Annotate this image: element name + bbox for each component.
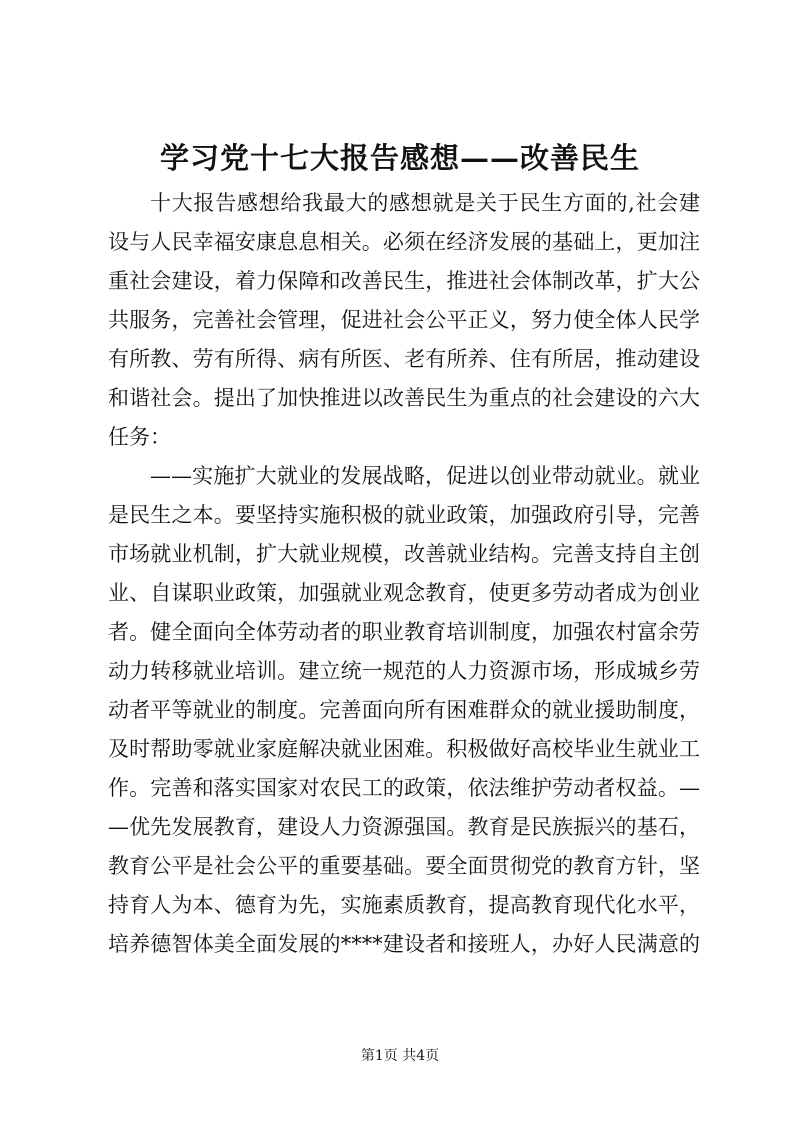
paragraph-line: 十大报告感想给我最大的感想就是关于民生方面的,社会建 <box>150 191 700 215</box>
document-title: 学习党十七大报告感想——改善民生 <box>159 141 640 175</box>
paragraph-line: 教育公平是社会公平的重要基础。要全面贯彻党的教育方针，坚 <box>108 854 700 878</box>
paragraph-line: 重社会建设，着力保障和改善民生，推进社会体制改革，扩大公 <box>108 269 700 293</box>
paragraph-line: 持育人为本、德育为先，实施素质教育，提高教育现代化水平， <box>108 893 700 917</box>
paragraph-line: 培养德智体美全面发展的****建设者和接班人，办好人民满意的 <box>108 932 700 956</box>
paragraph-line: 共服务，完善社会管理，促进社会公平正义，努力使全体人民学 <box>108 308 700 332</box>
paragraph-line: 者。健全面向全体劳动者的职业教育培训制度，加强农村富余劳 <box>108 620 700 644</box>
paragraph-line: —优先发展教育，建设人力资源强国。教育是民族振兴的基石， <box>108 815 700 839</box>
document-body <box>108 184 700 964</box>
paragraph-line: 是民生之本。要坚持实施积极的就业政策，加强政府引导，完善 <box>108 503 700 527</box>
paragraph-line: 任务： <box>108 425 171 449</box>
paragraph-line: ——实施扩大就业的发展战略，促进以创业带动就业。就业 <box>150 464 700 488</box>
paragraph-line: 有所教、劳有所得、病有所医、老有所养、住有所居，推动建设 <box>108 347 700 371</box>
paragraph-line: 动力转移就业培训。建立统一规范的人力资源市场，形成城乡劳 <box>108 659 700 683</box>
page-footer: 第1页 共4页 <box>360 1048 440 1064</box>
paragraph-line: 和谐社会。提出了加快推进以改善民生为重点的社会建设的六大 <box>108 386 700 410</box>
paragraph-line: 及时帮助零就业家庭解决就业困难。积极做好高校毕业生就业工 <box>108 737 700 761</box>
paragraph-line: 业、自谋职业政策，加强就业观念教育，使更多劳动者成为创业 <box>108 581 700 605</box>
paragraph-line: 作。完善和落实国家对农民工的政策，依法维护劳动者权益。— <box>108 776 700 800</box>
paragraph-line: 市场就业机制，扩大就业规模，改善就业结构。完善支持自主创 <box>108 542 700 566</box>
paragraph-line: 动者平等就业的制度。完善面向所有困难群众的就业援助制度， <box>108 698 700 722</box>
paragraph-line: 设与人民幸福安康息息相关。必须在经济发展的基础上，更加注 <box>108 230 700 254</box>
